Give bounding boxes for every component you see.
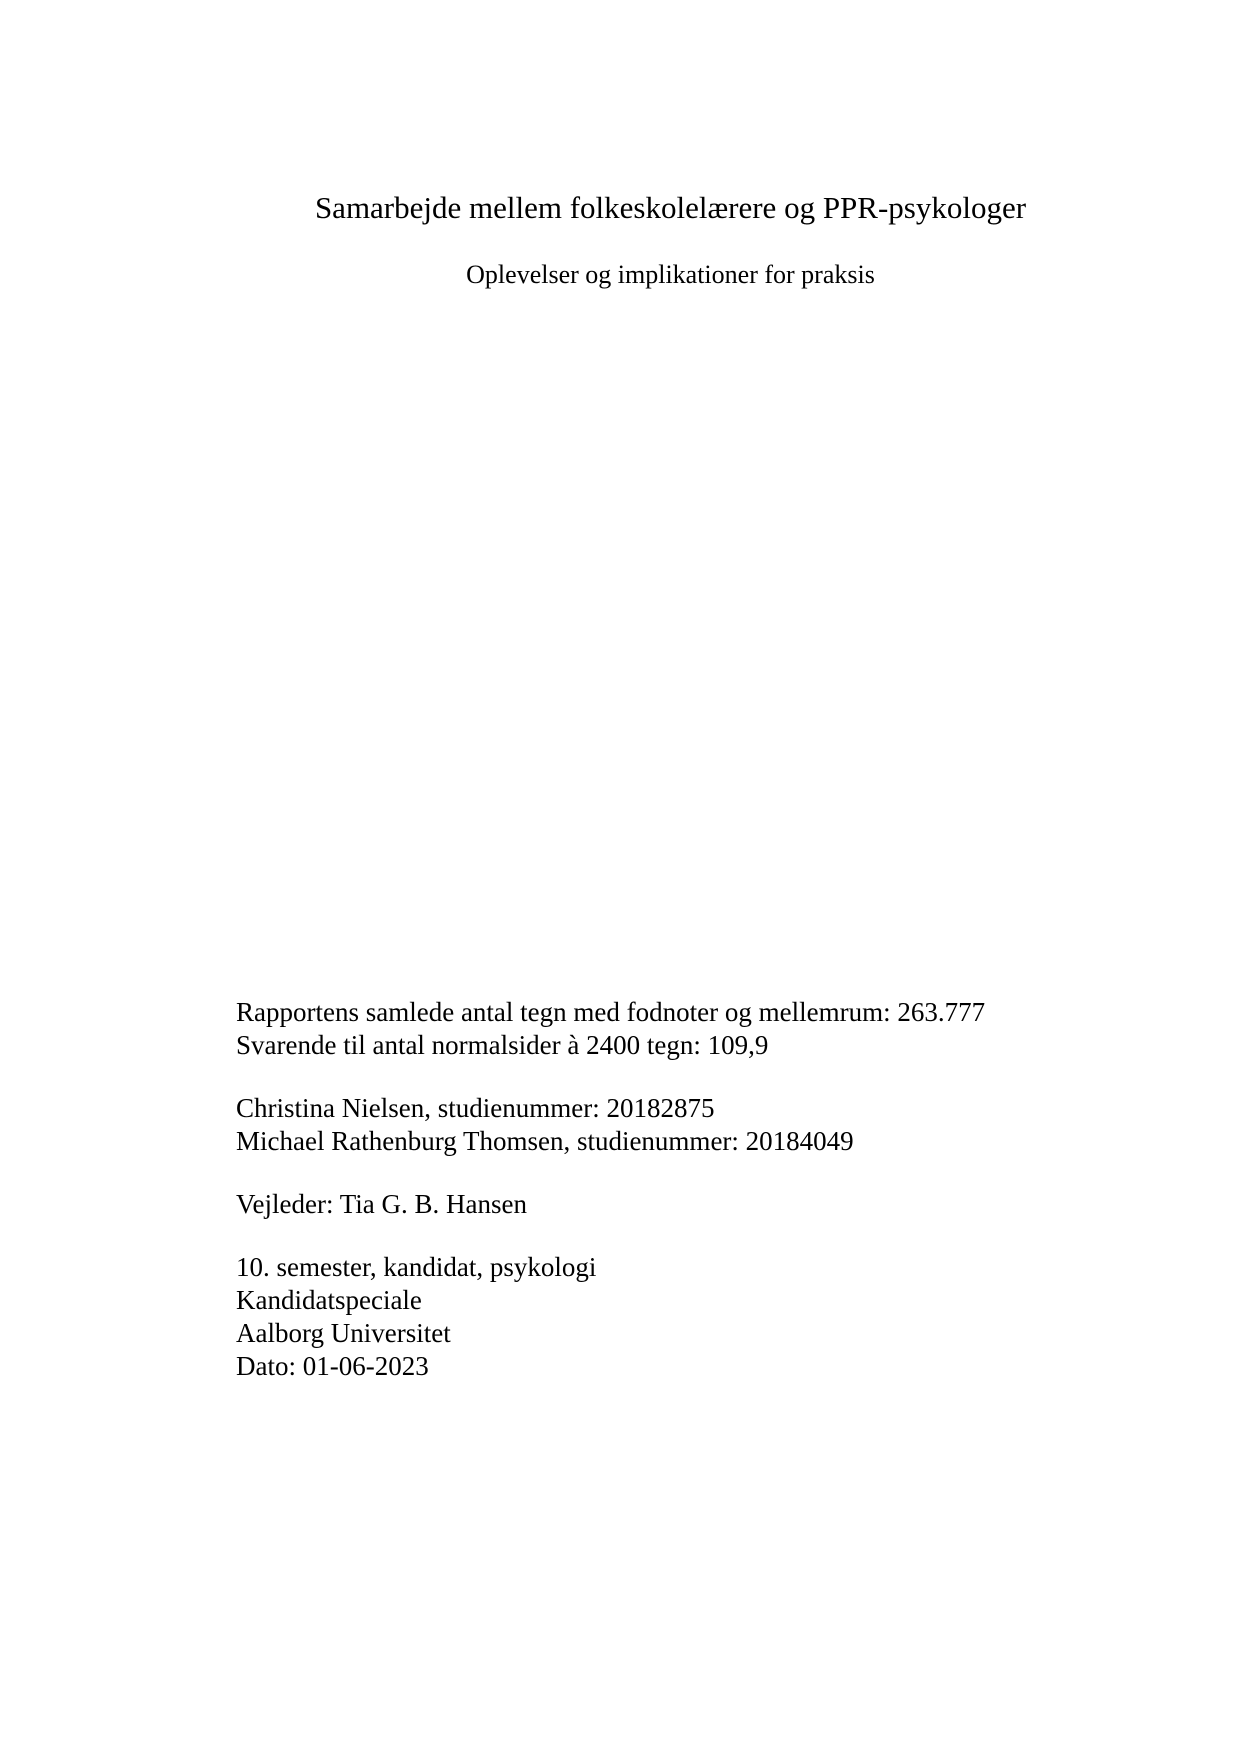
character-count-block (236, 996, 985, 1062)
author-line: Michael Rathenburg Thomsen, studienummer: 20184049 (236, 1126, 854, 1156)
document-subtitle: Oplevelser og implikationer for praksis (466, 260, 875, 289)
info-section (236, 996, 985, 1413)
document-title: Samarbejde mellem folkeskolelærere og PPR-psykologer (314, 190, 1027, 225)
thesis-type-line: Kandidatspeciale (236, 1285, 422, 1315)
details-block (236, 1251, 985, 1383)
char-count-line: Rapportens samlede antal tegn med fodnoter og mellemrum: 263.777 (236, 997, 986, 1027)
semester-line: 10. semester, kandidat, psykologi (236, 1252, 597, 1282)
supervisor-block (236, 1188, 985, 1221)
normal-pages-line: Svarende til antal normalsider à 2400 tegn: 109,9 (236, 1030, 769, 1060)
author-line: Christina Nielsen, studienummer: 20182875 (236, 1093, 715, 1123)
date-line: Dato: 01-06-2023 (236, 1351, 429, 1381)
supervisor-line: Vejleder: Tia G. B. Hansen (236, 1189, 527, 1219)
authors-block (236, 1092, 985, 1158)
university-line: Aalborg Universitet (236, 1318, 451, 1348)
